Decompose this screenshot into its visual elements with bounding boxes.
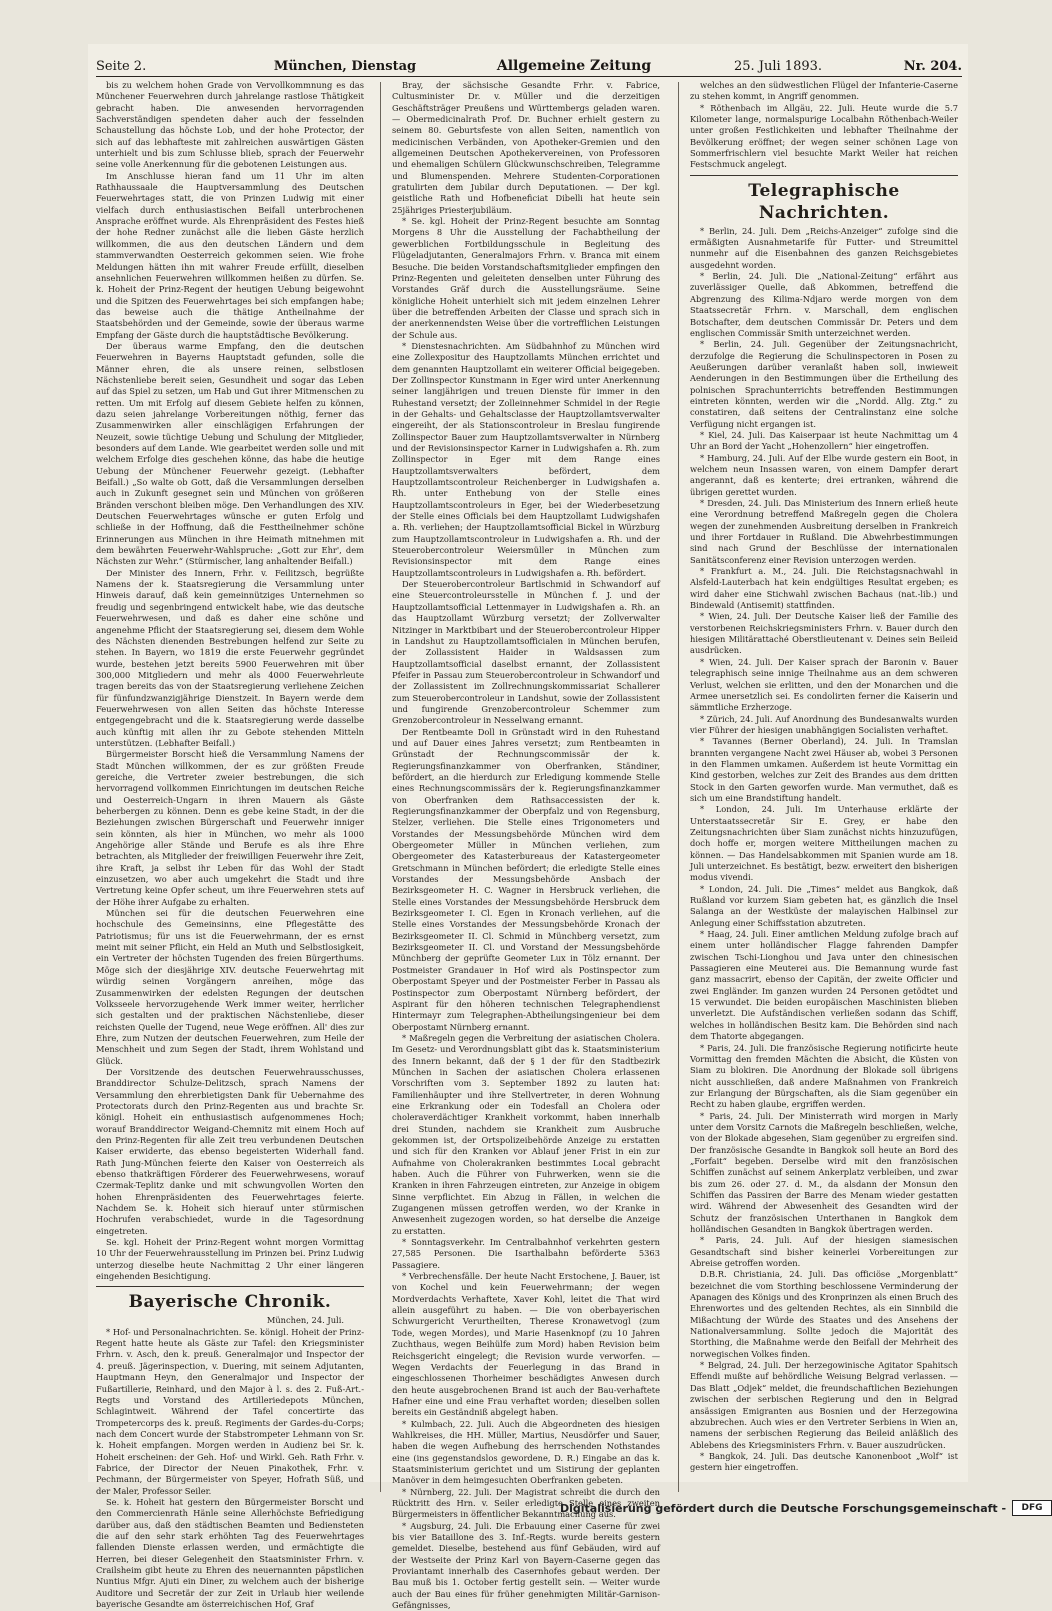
article-paragraph: Der überaus warme Empfang, den die deutschen Feuerwehren in Bayerns Hauptstadt gefunden, solle die Männer ehren, die als unsere reinen, selbstlosen Nächstenliebe bereit seien, Gesundheit und sogar das Leben auf das Spiel zu setzen, um Hab und Gut ihrer Mitmenschen zu retten. Um mit Erfolg auf diesem Gebiete helfen zu können, dazu seien jahrelange Vorbereitungen nöthig, ferner das Zusammenwirken aller einschlägigen Erfahrungen der Neuzeit, sowie tüchtige Uebung und Schulung der Mitglieder, besonders auf dem Lande. Wie gearbeitet werden solle und mit welchem Erfolge dies geschehen könne, das habe die heutige Uebung der Münchener Feuerwehr gezeigt. (Lebhafter Beifall.) „So walte ob Gott, daß die Versammlungen derselben auch in Zukunft gesegnet sein und München von größeren Bränden verschont bleiben möge. Den Verhandlungen des XIV. Deutschen Feuerwehrtages wünsche er guten Erfolg und schließe in der Hoffnung, daß die Festtheilnehmer schöne Erinnerungen aus München in ihre Heimath mitnehmen mit dem bewährten Feuerwehr-Wahlspruche: „Gott zur Ehr', dem Nächsten zur Wehr.“ (Stürmischer, lang anhaltender Beifall.) xyxy=(96,340,364,567)
section-rule xyxy=(690,175,958,176)
column-divider xyxy=(380,82,381,1492)
article-paragraph: * Belgrad, 24. Juli. Der herzegowinische Agitator Spahitsch Effendi mußte auf behördliche Weisung Belgrad verlassen. — Das Blatt „Odjek“ meldet, die freundschaftlichen Beziehungen zwischen der serbischen Regierung und den in Belgrad ansässigen Emigranten aus Bosnien und der Herzegowina abzubrechen. Auch wies er den Vertreter Serbiens in Wien an, namens der serbischen Regierung das Beileid anläßlich des Ablebens des Kriegsministers Frhrn. v. Bauer auszudrücken. xyxy=(690,1360,958,1450)
article-paragraph: * Se. kgl. Hoheit der Prinz-Regent besuchte am Sonntag Morgens 8 Uhr die Ausstellung der Fachabtheilung der gewerblichen Fortbildungsschule in Begleitung des Flügeladjutanten, Generalmajors Frhrn. v. Branca mit einem Besuche. Die beiden Vorstandschaftsmitglieder empfingen den Prinz-Regenten und geleiteten denselben unter Führung des Vorstandes Gräf durch die Ausstellungsräume. Seine königliche Hoheit unterhielt sich mit jedem einzelnen Lehrer über die betreffenden Arbeiten der Classe und sprach sich in der anerkennendsten Weise über die vortrefflichen Leistungen der Schule aus. xyxy=(392,216,660,340)
newspaper-title: Allgemeine Zeitung xyxy=(496,58,652,74)
article-paragraph: * Paris, 24. Juli. Die französische Regierung notificirte heute Vormittag den fremden Mächten die Absicht, die Küsten von Siam zu blokiren. Die Anordnung der Blokade soll übrigens nicht ausschließen, daß andere Maßnahmen von Frankreich zur Erlangung der Bürgschaften, als die Siam gegenüber ein Recht zu haben glaube, ergriffen werden. xyxy=(690,1042,958,1110)
telegraph-heading: Telegraphische Nachrichten. xyxy=(748,180,900,223)
article-paragraph: * Maßregeln gegen die Verbreitung der asiatischen Cholera. Im Gesetz- und Verordnungsblatt gibt das k. Staatsministerium des Innern bekannt, daß der § 1 der für den Stadtbezirk München in Sachen der asiatischen Cholera erlassenen Vorschriften vom 3. September 1892 zu lauten hat: Familienhäupter und ihre Stellvertreter, in deren Wohnung eine Erkrankung oder ein Todesfall an Cholera oder choleraverdächtiger Krankheit vorkommt, haben innerhalb drei Stunden, nachdem sie Krankheit zum Ausbruche gekommen ist, der Ortspolizeibehörde Anzeige zu erstatten und sich für den Kranken vor Ablauf jener Frist in ein zur Aufnahme von Cholerakranken bestimmtes Local gebracht haben. Auch die Führer von Fuhrwerken, wenn sie die Kranken in ihren Fahrzeugen eintreten, zur Anzeige in obigem Sinne verpflichtet. Ein Abzug in Fällen, in welchen die Zugangenen müssen getroffen werden, wo der Kranke in Anwesenheit zugezogen worden, so hat derselbe die Anzeige zu erstatten. xyxy=(392,1032,660,1236)
column-2-articles xyxy=(392,80,660,1611)
article-paragraph: * Wien, 24. Juli. Der Kaiser sprach der Baronin v. Bauer telegraphisch seine innige Theilnahme aus an dem schweren Verlust, welchen sie erlitten, und den der Monarchen und die Armee unersetzlich sei. Es condolirten ferner die Kaiserin und sämmtliche Erzherzoge. xyxy=(690,656,958,713)
column-1-articles xyxy=(96,80,364,1282)
article-paragraph: * Hamburg, 24. Juli. Auf der Elbe wurde gestern ein Boot, in welchem neun Insassen waren, von einem Dampfer derart angerannt, daß es kenterte; drei ertranken, während die übrigen gerettet wurden. xyxy=(690,452,958,497)
article-paragraph: * Haag, 24. Juli. Einer amtlichen Meldung zufolge brach auf einem unter holländischer Flagge fahrenden Dampfer zwischen Tschi-Lionghou und Java unter den chinesischen Passagieren eine Meuterei aus. Die Bemannung wurde fast ganz massacrirt, ebenso der Capitän, der zweite Officier und zwei Engländer. Im ganzen wurden 24 Personen getödtet und 15 verwundet. Die beiden europäischen Maschinisten blieben unverletzt. Die Aufständischen verließen sodann das Schiff, welches in holländischen Besitz kam. Die Behörden sind nach dem Thatorte abgegangen. xyxy=(690,929,958,1042)
article-paragraph: * Dresden, 24. Juli. Das Ministerium des Innern erließ heute eine Verordnung betreffend Maßregeln gegen die Cholera wegen der zunehmenden Ausbreitung derselben in Frankreich und ihrer Fortdauer in Rußland. Die Abwehrbestimmungen sind nach Grund der Beschlüsse der internationalen Sanitätsconferenz einer Revision unterzogen werden. xyxy=(690,498,958,565)
issue-date: 25. Juli 1893. xyxy=(733,59,823,74)
article-paragraph: * Wien, 24. Juli. Der Deutsche Kaiser ließ der Familie des verstorbenen Reichskriegsministers Frhrn. v. Bauer durch den hiesigen Militärattaché Oberstlieutenant v. Deines sein Beileid ausdrücken. xyxy=(690,611,958,656)
article-paragraph: * Frankfurt a. M., 24. Juli. Die Reichstagsnachwahl in Alsfeld-Lauterbach hat kein endgültiges Resultat ergeben; es wird daher eine Stichwahl zwischen Bachaus (nat.-lib.) und Bindewald (Antisemit) stattfinden. xyxy=(690,566,958,611)
column-2 xyxy=(392,80,660,1611)
article-paragraph: Der Vorsitzende des deutschen Feuerwehrausschusses, Branddirector Schulze-Delitzsch, sprach Namens der Versammlung den ehrerbietigsten Dank für Uebernahme des Protectorats durch den Prinz-Regenten aus und brachte Sr. königl. Hoheit ein enthusiastisch aufgenommenes Hoch; worauf Branddirector Weigand-Chemnitz mit einem Hoch auf den Prinz-Regenten für alle Zeit treu verbundenen Deutschen Kaiser erwiderte, das ebenso begeisterten Widerhall fand. Rath Jung-München feierte den Kaiser von Oesterreich als ebenso thatkräftigen Förderer des Feuerwehrwesens, worauf Czermak-Teplitz danke und mit schwungvollen Worten den hohen Ehrenpräsidenten des Feuerwehrtages feierte. Nachdem Se. k. Hoheit sich hierauf unter stürmischen Hochrufen verabschiedet, wurde in die Tagesordnung eingetreten. xyxy=(96,1066,364,1236)
article-paragraph: * Verbrechensfälle. Der heute Nacht Erstochene, J. Bauer, ist von Kochel und kein Feuerwehrmann; der wegen Mordverdachts Verhaftete, Xaver Kohl, leitet die That wird allein ausgeführt zu haben. — Die von oberbayerischen Schwurgericht Verurtheilten, Therese Kronawetvogl (zum Tode, wegen Mordes), und Marie Hasenknopf (zu 10 Jahren Zuchthaus, wegen Beihülfe zum Mord) haben Revision beim Reichsgericht eingelegt; die Revision wurde verworfen. — Wegen Verdachts der Feuerlegung in das Brand in eingeschlossenen Thorheimer beschädigtes Anwesen durch den heute ausgebrochenen Brand ist auch der Bau-verhaftete Hafner eine und eine Frau verhaftet worden; dieselben sollen bereits ein Geständniß abgelegt haben. xyxy=(392,1271,660,1418)
article-paragraph: Der Minister des Innern, Frhr. v. Feilitzsch, begrüßte Namens der k. Staatsregierung die Versammlung unter Hinweis darauf, daß kein gemeinnütziges Unternehmen so freudig und segenbringend entwickelt habe, wie das deutsche Feuerwehrwesen, und daß es daher eine schöne und angenehme Pflicht der Staatsregierung sei, diesem dem Wohle des Nächsten dienenden Bestrebungen helfend zur Seite zu stehen. In Bayern, wo 1819 die erste Feuerwehr gegründet wurde, bestehen jetzt bereits 5900 Feuerwehren mit über 300,000 Mitgliedern und mehr als 4000 Feuerwehrleute tragen bereits das von der Staatsregierung verliehene Zeichen für fünfundzwanzigjährige Dienstzeit. In Bayern werde dem Feuerwehrwesen von allen Seiten das höchste Interesse entgegengebracht und die k. Staatsregierung werde dasselbe auch künftig mit allen ihr zu Gebote stehenden Mitteln unterstützen. (Lebhafter Beifall.) xyxy=(96,567,364,748)
article-paragraph: welches an den südwestlichen Flügel der Infanterie-Caserne zu stehen kommt, in Angriff genommen. xyxy=(690,80,958,102)
dfg-logo: DFG xyxy=(1012,1500,1052,1516)
article-paragraph: * Hof- und Personalnachrichten. Se. königl. Hoheit der Prinz-Regent hatte heute als Gäste zur Tafel: den Kriegsminister Frhrn. v. Asch, den k. preuß. Generalmajor und Inspector der 4. preuß. Jägerinspection, v. Duering, mit seinem Adjutanten, Hauptmann Heyn, den Generalmajor und Inspector der Fußartillerie, Reinhard, und den Major à l. s. des 2. Fuß-Art.-Regts und Vorstand des Artilleriedepots München, Schlagintweit. Während der Tafel concertirte das Trompetercorps des k. preuß. Regiments der Gardes-du-Corps; nach dem Concert wurde der Stabstrompeter Lehmann von Sr. k. Hoheit empfangen. Morgen werden in Audienz bei Sr. k. Hoheit erscheinen: der Geh. Hof- und Wirkl. Geh. Rath Frhr. v. Fabrice, der Director der Neuen Pinakothek, Frhr. v. Pechmann, der Bürgermeister von Speyer, Hofrath Süß, und der Maler, Professor Seiler. xyxy=(96,1326,364,1496)
column-3-articles xyxy=(690,80,958,171)
article-paragraph: Se. kgl. Hoheit der Prinz-Regent wohnt morgen Vormittag 10 Uhr der Feuerwehrausstellung im Prinzen bei. Prinz Ludwig unterzog dieselbe heute Nachmittag 2 Uhr einer längeren eingehenden Besichtigung. xyxy=(96,1237,364,1282)
article-paragraph: * Röthenbach im Allgäu, 22. Juli. Heute wurde die 5.7 Kilometer lange, normalspurige Localbahn Röthenbach-Weiler unter großen Festlichkeiten und lebhafter Theilnahme der Bevölkerung eröffnet; der wegen seiner schönen Lage von Sommerfrischlern viel besuchte Markt Weiler hat reichen Festschmuck angelegt. xyxy=(690,102,958,170)
column-3 xyxy=(690,80,958,1490)
article-paragraph: * Berlin, 24. Juli. Gegenüber der Zeitungsnachricht, derzufolge die Regierung die Schulinspectoren in Posen zu Aeußerungen darüber veranlaßt haben soll, inwieweit Aenderungen in den Bestimmungen über die Ertheilung des polnischen Sprachunterrichts betreffenden Bestimmungen eintreten könnten, werden wir die „Nordd. Allg. Ztg.“ zu constatiren, daß seitens der Centralinstanz eine solche Verfügung nicht ergangen ist. xyxy=(690,339,958,429)
telegraph-articles xyxy=(690,226,958,1474)
article-paragraph: D.B.R. Christiania, 24. Juli. Das officiöse „Morgenblatt“ bezeichnet die vom Storthing beschlossene Verminderung der Apanagen des Königs und des Kronprinzen als einen Bruch des Ehrenwortes und des geltenden Rechtes, als ein Sinnbild die Mißachtung der Würde des Staates und des Ansehens der Nationalversammlung. Sollte jedoch die Majorität des Storthing, die Maßnahme werde den Beifall der Mehrheit des norwegischen Volkes finden. xyxy=(690,1269,958,1359)
footer-text: Digitalisierung gefördert durch die Deutsche Forschungsgemeinschaft - xyxy=(560,1501,1007,1515)
article-paragraph: * London, 24. Juli. Im Unterhause erklärte der Unterstaatssecretär Sir E. Grey, er habe den Zeitungsnachrichten über Siam zunächst nichts hinzuzufügen, doch hoffe er, morgen weitere Mittheilungen machen zu können. — Das Handelsabkommen mit Spanien wurde am 18. Juli unterzeichnet. Es bestätigt, bezw. erweitert den bisherigen modus vivendi. xyxy=(690,804,958,883)
article-paragraph: * Tavannes (Berner Oberland), 24. Juli. In Tramslan brannten vergangene Nacht zwei Häuser ab, wobei 3 Personen in den Flammen umkamen. Außerdem ist heute Vormittag ein Kind gestorben, welches zur Zeit des Brandes aus dem dritten Stock in den Garten geworfen wurde. Man vermuthet, daß es sich um eine Brandstiftung handelt. xyxy=(690,736,958,803)
masthead-rule xyxy=(96,76,962,77)
column-divider xyxy=(678,82,679,1492)
issue-number: Nr. 204. xyxy=(903,59,962,74)
article-paragraph: * Paris, 24. Juli. Auf der hiesigen siamesischen Gesandtschaft sind bisher keinerlei Vorbereitungen zur Abreise getroffen worden. xyxy=(690,1235,958,1269)
article-paragraph: Bray, der sächsische Gesandte Frhr. v. Fabrice, Cultusminister Dr. v. Müller und die derzeitigen Geschäftsträger Preußens und Württembergs geladen waren. — Obermedicinalrath Prof. Dr. Buchner erhielt gestern zu seinem 80. Geburtsfeste von allen Seiten, namentlich von medicinischen Verbänden, von Apotheker-Gremien und den allgemeinen Deutschen Apothekervereinen, von Professoren und ehemaligen Schülern Glückwunschschreiben, Telegramme und Blumenspenden. Mehrere Studenten-Corporationen gratulirten dem Jubilar durch Deputationen. — Der kgl. geistliche Rath und Hofbeneficiat Dibelli hat heute sein 25jähriges Priesterjubiläum. xyxy=(392,80,660,215)
article-paragraph: * Sonntagsverkehr. Im Centralbahnhof verkehrten gestern 27,585 Personen. Die Isarthalbahn beförderte 5363 Passagiere. xyxy=(392,1237,660,1270)
article-paragraph: Bürgermeister Borscht hieß die Versammlung Namens der Stadt München willkommen, der es zur größten Freude gereiche, die Vertreter zweier bestrebungen, die sich hervorragend vollkommen Einrichtungen im deutschen Reiche und Oesterreich-Ungarn in ihren Mauern als Gäste beherbergen zu können. Denn es gebe keine Stadt, in der die Beziehungen zwischen Bürgerschaft und Feuerwehr inniger sein könnten, als hier in München, wo mehr als 1000 Angehörige aller Stände und Berufe es als ihre Ehre betrachten, als Mitglieder der freiwilligen Feuerwehr ihre Zeit, ihre Kraft, ja selbst ihr Leben für das Wohl der Stadt einzusetzen, wo aber auch umgekehrt die Stadt und ihre Vertretung keine Opfer scheut, um ihre Feuerwehren stets auf der Höhe ihrer Aufgabe zu erhalten. xyxy=(96,749,364,907)
article-paragraph: * Berlin, 24. Juli. Die „National-Zeitung“ erfährt aus zuverlässiger Quelle, daß Abkommen, betreffend die Abgrenzung des Kilima-Ndjaro werde morgen von dem Staatssecretär Frhrn. v. Marschall, dem englischen Botschafter, dem deutschen Commissär Dr. Peters und dem englischen Commissär Smith unterzeichnet werden. xyxy=(690,271,958,338)
article-paragraph: Im Anschlusse hieran fand um 11 Uhr im alten Rathhaussaale die Hauptversammlung des Deutschen Feuerwehrtages statt, die von Prinzen Ludwig mit einer vielfach durch enthusiastischen Beifall unterbrochenen Ansprache eröffnet wurde. Als Ehrenpräsident des Festes hieß der hohe Redner zunächst alle die lieben Gäste herzlich willkommen, die aus den deutschen Ländern und dem stammverwandten Oesterreich gekommen seien. Wie frohe Meldungen hätten ihn mit wahrer Freude erfüllt, dieselben ansehnlichen Feuerwehren willkommen heißen zu dürfen. Se. k. Hoheit der Prinz-Regent der heutigen Uebung beigewohnt und die Spitzen des Feuerwehrtages bei sich empfangen habe; das beweise auch die thätige Antheilnahme der Staatsbehörden und der Gemeinde, sowie der überaus warme Empfang der Gäste durch die hauptstädtische Bevölkerung. xyxy=(96,170,364,340)
digitization-footer xyxy=(560,1500,1052,1516)
article-paragraph: Der Steuerobercontroleur Bartlschmid in Schwandorf auf eine Steuercontroleursstelle in München f. J. und der Hauptzollamtsofficial Lettenmayer in Ludwigshafen a. Rh. an das Hauptzollamt Würzburg versetzt; der Zollverwalter Nitzinger in Marktbibart und der Steuerobercontroleur Hipper in Landshut zu Hauptzollamtsofficialen in München berufen, der Zollassistent Haider in Waldsassen zum Hauptzollamtsofficial daselbst ernannt, der Zollassistent Pfeifer in Passau zum Steuerobercontroleur in Schwandorf und der Zollassistent im Zollrechnungskommissariat Schallerer zum Steuerobercontroleur in Landshut, sowie der Zollassistent und fungirende Grenzobercontroleur Schemmer zum Grenzobercontroleur in Nesselwang ernannt. xyxy=(392,579,660,726)
article-paragraph: * Kiel, 24. Juli. Das Kaiserpaar ist heute Nachmittag um 4 Uhr an Bord der Yacht „Hohenzollern“ hier eingetroffen. xyxy=(690,429,958,452)
article-paragraph: * Berlin, 24. Juli. Dem „Reichs-Anzeiger“ zufolge sind die ermäßigten Ausnahmetarife für Futter- und Streumittel nunmehr auf die Eisenbahnen des ganzen Reichsgebietes ausgedehnt worden. xyxy=(690,225,958,270)
article-paragraph: * London, 24. Juli. Die „Times“ meldet aus Bangkok, daß Rußland vor kurzem Siam gebeten hat, es gänzlich die Insel Salanga an der Westküste der malayischen Halbinsel zur Anlegung einer Schiffsstation abzutreten. xyxy=(690,883,958,928)
place-day: München, Dienstag xyxy=(273,59,417,74)
article-paragraph: * Zürich, 24. Juli. Auf Anordnung des Bundesanwalts wurden vier Führer der hiesigen unabhängigen Socialisten verhaftet. xyxy=(690,713,958,735)
article-paragraph: * Dienstesnachrichten. Am Südbahnhof zu München wird eine Zollexpositur des Hauptzollamts München errichtet und dem genannten Hauptzollamt ein weiterer Official beigegeben. Der Zollinspector Kunstmann in Eger wird unter Anerkennung seiner langjährigen und treuen Dienste für immer in den Ruhestand versetzt; der Zolleinnehmer Schmidel in der Regie in der Gehalts- und Gehaltsclasse der Hauptzollamtsverwalter eingereiht, der als Stationscontroleur in Breslau fungirende Zollinspector Bauer zum Hauptzollamtsverwalter in Nürnberg und der Revisionsinspector Karner in Ludwigshafen a. Rh. zum Zollinspector in Eger mit dem Range eines Hauptzollamtsverwalters befördert, dem Hauptzollamtscontroleur Reichenberger in Ludwigshafen a. Rh. unter Enthebung von der Stelle eines Hauptzollamtscontroleurs in Eger, bei der Wiederbesetzung der Stelle eines Officials bei dem Hauptzollamt Ludwigshafen a. Rh. verliehen; der Hauptzollamtsofficial Bickel in Würzburg zum Hauptzollamtscontroleur in Ludwigshafen a. Rh. und der Steuerobercontroleur Weiersmüller in München zum Revisionsinspector mit dem Range eines Hauptzollamtscontroleurs in Ludwigshafen a. Rh. befördert. xyxy=(392,340,660,578)
article-paragraph: * Paris, 24. Juli. Der Ministerrath wird morgen in Marly unter dem Vorsitz Carnots die Maßregeln beschließen, welche, von der Blokade abgesehen, Siam gegenüber zu ergreifen sind. Der französische Gesandte in Bangkok soll heute an Bord des „Forfait“ begeben. Derselbe wird mit den französischen Schiffen zunächst auf seinem Ankerplatz verbleiben, und zwar bis zum 26. oder 27. d. M., da alsdann der Monsun den Schiffen das Passiren der Barre des Menam wieder gestatten wird. Während der Abwesenheit des Gesandten wird der Schutz der französischen Unterthanen in Bangkok dem holländischen Gesandten in Bangkok übertragen werden. xyxy=(690,1110,958,1234)
chronik-articles xyxy=(96,1327,364,1611)
article-paragraph: Se. k. Hoheit hat gestern den Bürgermeister Borscht und den Commercienrath Hänle seine Allerhöchste Befriedigung darüber aus, daß den städtischen Beamten und Bediensteten die auf den sehr stark erhöhten Tag des Feuerwehrtages fallenden Dienste erlassen werden, und ermächtigte die Herren, bei dieser Gelegenheit den Staatsminister Frhrn. v. Crailsheim gibt heute zu Ehren des neuernannten päpstlichen Nuntius Mfgr. Ajuti ein Diner, zu welchem auch der bisherige Auditore und Secretär der zur Zeit in Urlaub hier weilende bayerische Gesandte am österreichischen Hof, Graf xyxy=(96,1496,364,1610)
chronik-heading: Bayerische Chronik. xyxy=(128,1292,332,1313)
article-paragraph: Der Rentbeamte Doll in Grünstadt wird in den Ruhestand und auf Dauer eines Jahres versetzt; zum Rentbeamten in Grünstadt der Rechnungscommissär der k. Regierungsfinanzkammer von Oberfranken, Ständiner, befördert, an die hierdurch zur Erledigung kommende Stelle eines Rechnungscommissärs der k. Regierungsfinanzkammer von Oberfranken dem Rathsaccessisten der k. Regierungsfinanzkammer der Oberpfalz und von Regensburg, Stelzer, verliehen. Die Stelle eines Trigonometers und Vorstandes der Messungsbehörde München wird dem Obergeometer Müller in München verliehen, zum Obergeometer des Katasterbureaus der Katastergeometer Gretschmann in München befördert; die erledigte Stelle eines Vorstandes der Messungsbehörde Ansbach der Bezirksgeometer H. C. Wagner in Hersbruck verliehen, die Stelle eines Vorstandes der Messungsbehörde Hersbruck dem Bezirksgeometer I. Cl. Egen in Kronach verliehen, auf die Stelle eines Vorstandes der Messungsbehörde Kronach der Bezirksgeometer II. Cl. Schmid in Münchberg versetzt, zum Bezirksgeometer II. Cl. und Vorstand der Messungsbehörde Münchberg der geprüfte Geometer Lux in Tölz ernannt. Der Postmeister Grandauer in Hof wird als Postinspector zum Oberpostamt Speyer und der Postmeister Ferber in Passau als Postinspector zum Oberpostamt Nürnberg befördert, der Aspirant für den höheren technischen Telegraphendienst Hintermayr zum Telegraphen-Abtheilungsingenieur bei dem Oberpostamt Nürnberg ernannt. xyxy=(392,726,660,1032)
masthead xyxy=(96,50,962,74)
article-paragraph: * Nürnberg, 22. Juli. Der Magistrat schreibt die durch den Rücktritt des Hrn. v. Seiler erledigte Stelle eines zweiten Bürgermeisters in öffentlicher Bekanntmachung aus. xyxy=(392,1486,660,1520)
column-1 xyxy=(96,80,364,1610)
article-paragraph: * Bangkok, 24. Juli. Das deutsche Kanonenboot „Wolf“ ist gestern hier eingetroffen. xyxy=(690,1450,958,1473)
chronik-dateline: München, 24. Juli. xyxy=(266,1315,344,1326)
section-rule xyxy=(96,1286,364,1287)
article-paragraph: * Augsburg, 24. Juli. Die Erbauung einer Caserne für zwei bis vier Bataillone des 3. Inf.-Regts. wurde bereits gestern gemeldet. Dieselbe, bestehend aus fünf Gebäuden, wird auf der Westseite der Prinz Karl von Bayern-Caserne gegen das Proviantamt innerhalb des Casernhofes gebaut werden. Der Bau muß bis 1. October fertig gestellt sein. — Weiter wurde auch der Bau eines für früher genehmigten Militär-Garnison-Gefängnisses, xyxy=(392,1520,660,1611)
article-paragraph: bis zu welchem hohen Grade von Vervollkommnung es das Münchener Feuerwehren durch jahrelange rastlose Thätigkeit gebracht haben. Die anwesenden hervorragenden Sachverständigen spendeten daher auch der fesselnden Schaustellung das höchste Lob, und der hohe Protector, der sich auf das lebhafteste mit zahlreichen auswärtigen Gästen unterhielt und bis zum Schlusse blieb, sprach der Feuerwehr seine volle Anerkennung für die gebotenen Leistungen aus. xyxy=(96,80,364,170)
page-number: Seite 2. xyxy=(96,59,147,74)
article-paragraph: * Kulmbach, 22. Juli. Auch die Abgeordneten des hiesigen Wahlkreises, die HH. Müller, Martius, Neusdörfer und Sauer, haben die wegen Aufhebung des herrschenden Nothstandes eine (ins gegenstandslos gewordene, D. R.) Eingabe an das k. Staatsministerium gerichtet und um Sistirung der geplanten Manöver in dem heimgesuchten Oberfranken gebeten. xyxy=(392,1418,660,1486)
article-paragraph: München sei für die deutschen Feuerwehren eine hochschule des Gemeinsinns, eine Pflegestätte des Patriotismus; für uns ist die Feuerwehrmann, der es ernst meint mit seiner Pflicht, ein Held an Muth und Selbstlosigkeit, ein Vertreter der höchsten Tugenden des freien Bürgerthums. Möge sich der diesjährige XIV. deutsche Feuerwehrtag mit würdig seinen Vorgängern anreihen, möge das Zusammenwirken der edelsten Regungen der deutschen Volksseele hervorzugehende Werk immer weiter, herrlicher sich gestalten und der praktischen Nächstenliebe, dieser reichsten Quelle der Tugend, neue Wege eröffnen. All' dies zur Ehre, zum Nutzen der deutschen Feuerwehren, zum Heile der Menschheit und zum Segen der Stadt, ihrem Wohlstand und Glück. xyxy=(96,908,364,1066)
